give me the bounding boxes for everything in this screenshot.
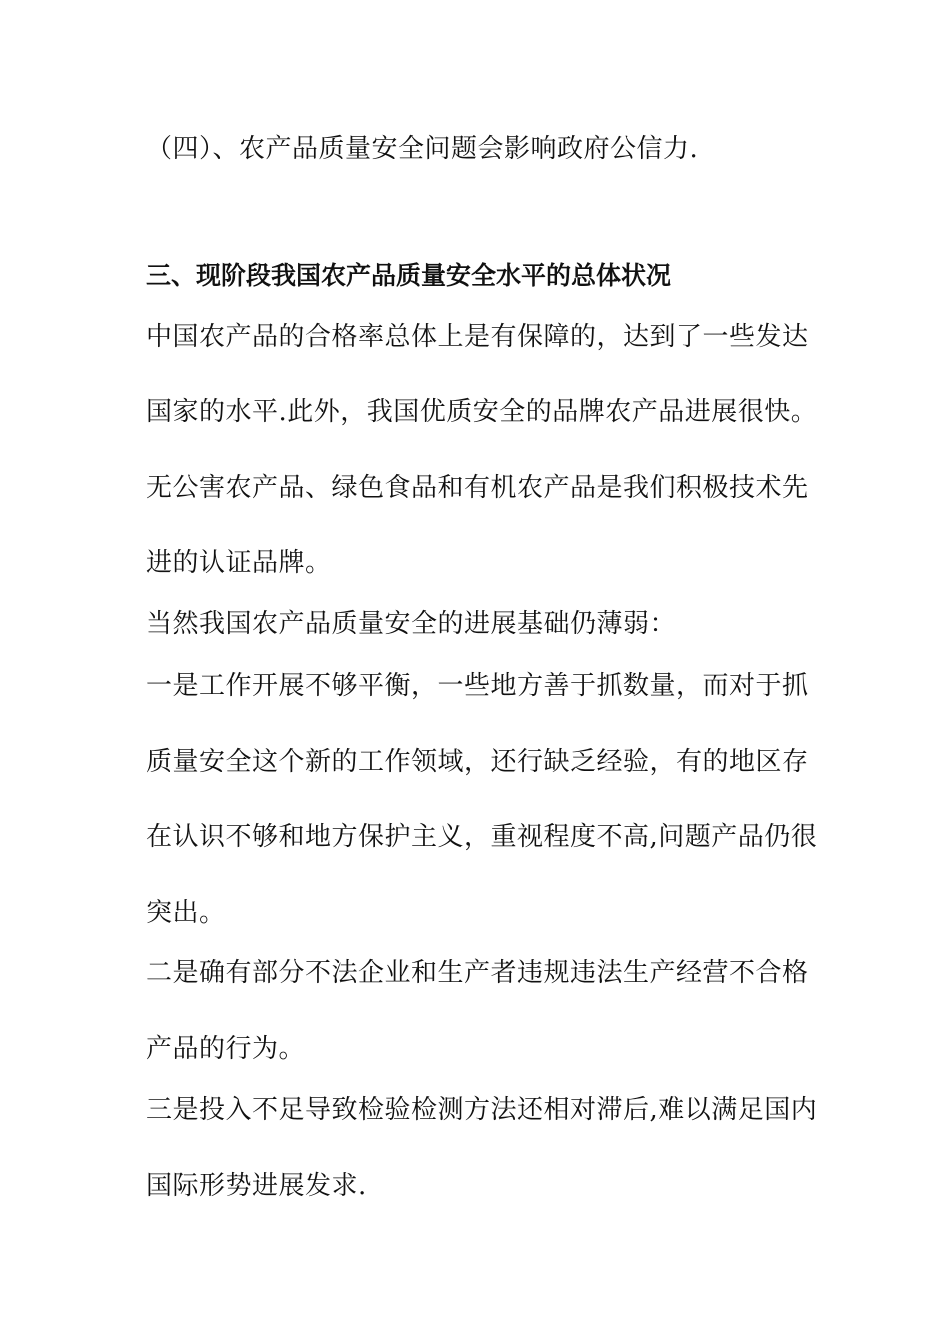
paragraph-line: 三是投入不足导致检验检测方法还相对滞后,难以满足国内 — [146, 1095, 818, 1125]
paragraph-line: 质量安全这个新的工作领域，还行缺乏经验，有的地区存 — [146, 747, 809, 777]
paragraph-line: 一是工作开展不够平衡，一些地方善于抓数量，而对于抓 — [146, 671, 809, 701]
paragraph-line: 中国农产品的合格率总体上是有保障的，达到了一些发达 — [146, 322, 809, 352]
paragraph-line: 无公害农产品、绿色食品和有机农产品是我们积极技术先 — [146, 473, 809, 503]
paragraph-line: 国际形势进展发求. — [146, 1171, 367, 1201]
paragraph-line: 产品的行为。 — [146, 1034, 306, 1064]
paragraph-line: 进的认证品牌。 — [146, 548, 332, 578]
paragraph-line: 当然我国农产品质量安全的进展基础仍薄弱： — [146, 609, 677, 639]
section-heading: 三、现阶段我国农产品质量安全水平的总体状况 — [146, 261, 672, 290]
paragraph-line: 突出。 — [146, 898, 226, 928]
paragraph-line: 国家的水平.此外，我国优质安全的品牌农产品进展很快。 — [146, 397, 818, 427]
subsection-title: （四）、农产品质量安全问题会影响政府公信力. — [146, 134, 699, 164]
paragraph-line: 二是确有部分不法企业和生产者违规违法生产经营不合格 — [146, 958, 809, 988]
paragraph-line: 在认识不够和地方保护主义，重视程度不高,问题产品仍很 — [146, 822, 818, 852]
